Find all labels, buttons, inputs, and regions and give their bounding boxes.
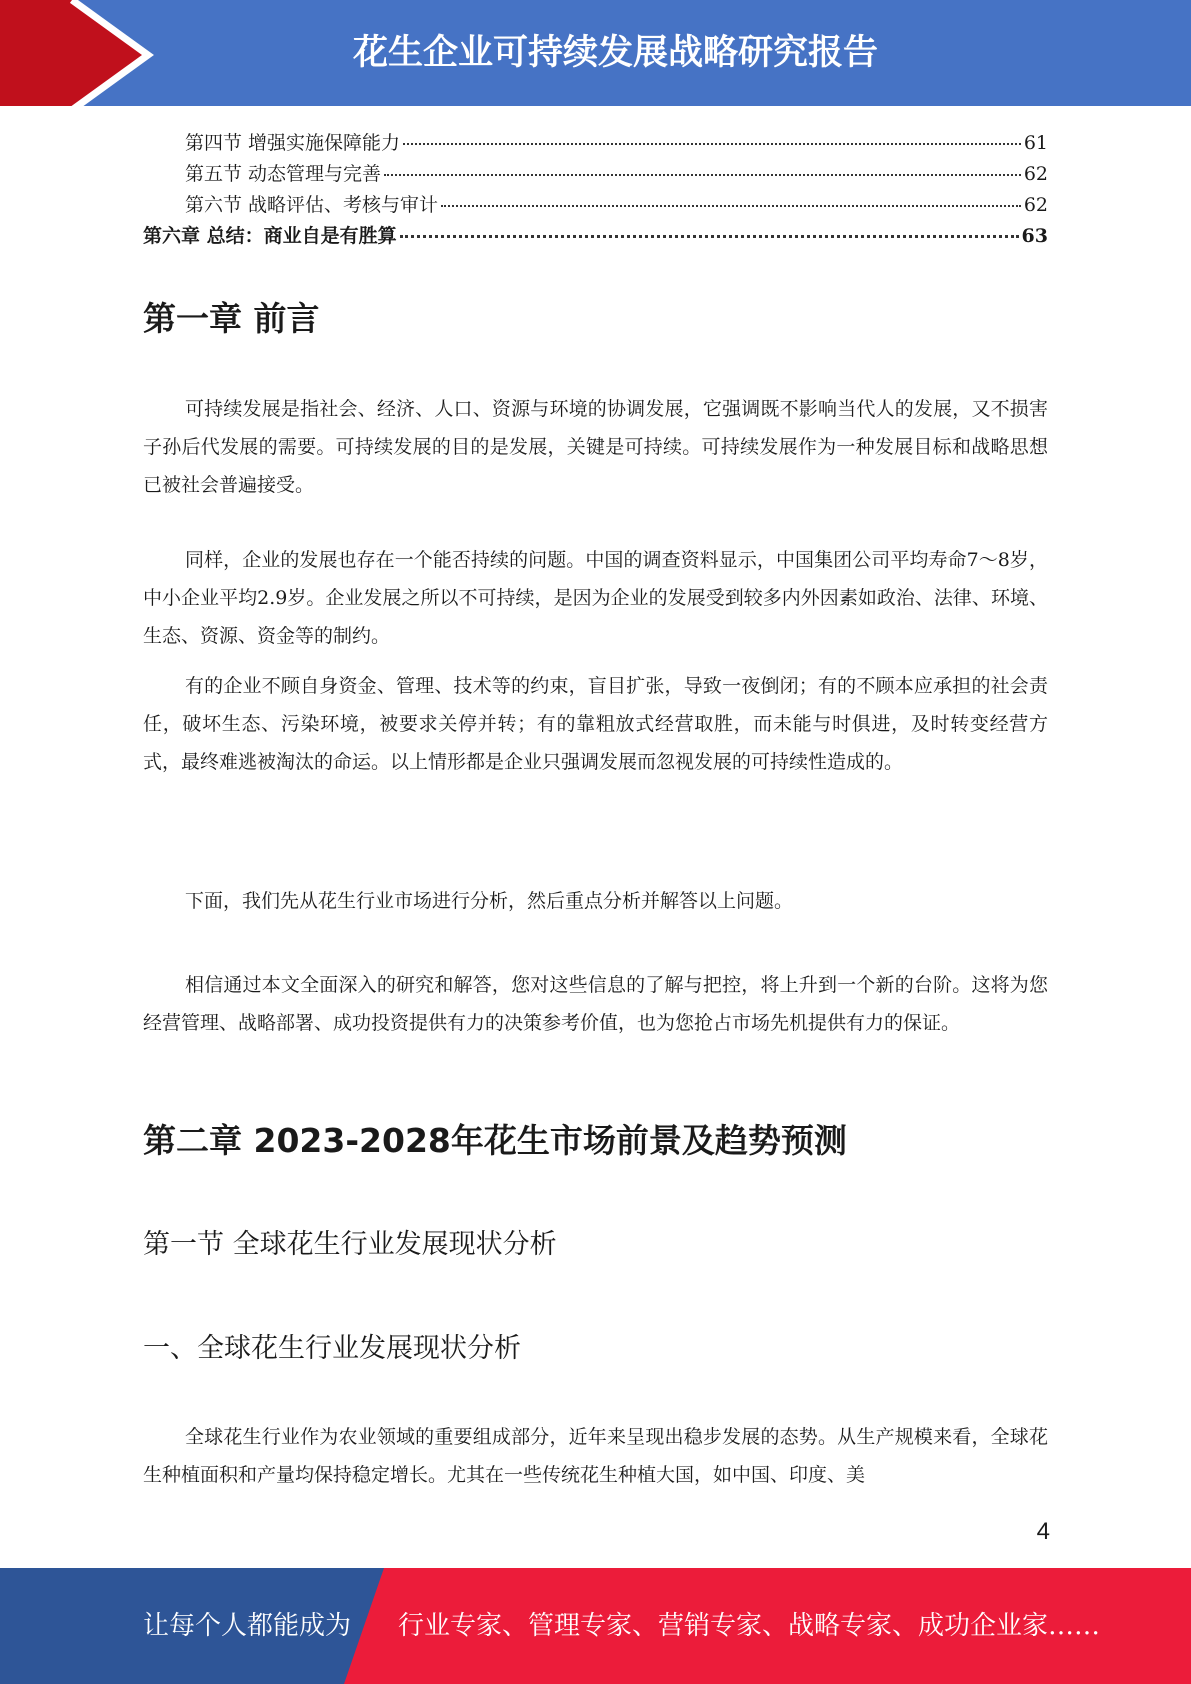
footer-slogan-right: 行业专家、管理专家、营销专家、战略专家、成功企业家…… [398, 1611, 1101, 1641]
chapter-1-heading: 第一章 前言 [143, 299, 320, 338]
chapter-1-paragraph: 相信通过本文全面深入的研究和解答，您对这些信息的了解与把控，将上升到一个新的台阶。这将为您经营管理、战略部署、成功投资提供有力的决策参考价值，也为您抢占市场先机提供有力的保证。 [143, 974, 1048, 1034]
page-number: 4 [1036, 1518, 1050, 1545]
chapter-1-paragraph: 有的企业不顾自身资金、管理、技术等的约束，盲目扩张，导致一夜倒闭；有的不顾本应承担的社会责任，破坏生态、污染环境，被要求关停并转；有的靠粗放式经营取胜，而未能与时俱进，及时转变经营方式，最终难逃被淘汰的命运。以上情形都是企业只强调发展而忽视发展的可持续性造成的。 [143, 675, 1048, 773]
toc-entry-chapter[interactable] [143, 221, 1048, 252]
toc-entry-label: 第六节 战略评估、考核与审计 [185, 194, 439, 216]
toc-leader-dots [384, 174, 1021, 176]
chapter-2-heading: 第二章 2023-2028年花生市场前景及趋势预测 [143, 1121, 847, 1160]
footer-slogan-left: 让每个人都能成为 [143, 1611, 352, 1641]
toc-entry[interactable] [143, 128, 1048, 159]
toc-entry-page: 63 [1021, 225, 1048, 247]
toc-entry-page: 62 [1023, 163, 1048, 185]
toc-entry-page: 61 [1023, 132, 1048, 154]
chapter-2-paragraph: 全球花生行业作为农业领域的重要组成部分，近年来呈现出稳步发展的态势。从生产规模来看，全球花生种植面积和产量均保持稳定增长。尤其在一些传统花生种植大国，如中国、印度、美 [143, 1426, 1048, 1486]
toc-entry-label: 第四节 增强实施保障能力 [185, 132, 401, 154]
toc-leader-dots [441, 205, 1021, 207]
subsection-heading: 一、全球花生行业发展现状分析 [143, 1333, 521, 1364]
toc-entry-label: 第六章 总结：商业自是有胜算 [143, 225, 397, 247]
chapter-1-paragraph: 下面，我们先从花生行业市场进行分析，然后重点分析并解答以上问题。 [185, 890, 794, 912]
toc-leader-dots [400, 235, 1019, 238]
page-header [0, 0, 1191, 110]
toc-entry[interactable] [143, 190, 1048, 221]
chapter-1-paragraph: 同样，企业的发展也存在一个能否持续的问题。中国的调查资料显示，中国集团公司平均寿命7～8岁，中小企业平均2.9岁。企业发展之所以不可持续，是因为企业的发展受到较多内外因素如政治、法律、环境、生态、资源、资金等的制约。 [143, 549, 1048, 647]
toc-entry-label: 第五节 动态管理与完善 [185, 163, 382, 185]
toc-leader-dots [403, 143, 1021, 145]
report-title: 花生企业可持续发展战略研究报告 [352, 33, 878, 73]
toc-entry[interactable] [143, 159, 1048, 190]
toc-entry-page: 62 [1023, 194, 1048, 216]
table-of-contents [143, 128, 1048, 252]
chapter-1-paragraph: 可持续发展是指社会、经济、人口、资源与环境的协调发展，它强调既不影响当代人的发展，又不损害子孙后代发展的需要。可持续发展的目的是发展，关键是可持续。可持续发展作为一种发展目标和战略思想已被社会普遍接受。 [143, 398, 1048, 496]
section-heading: 第一节 全球花生行业发展现状分析 [143, 1229, 557, 1260]
page-footer [0, 1568, 1191, 1684]
